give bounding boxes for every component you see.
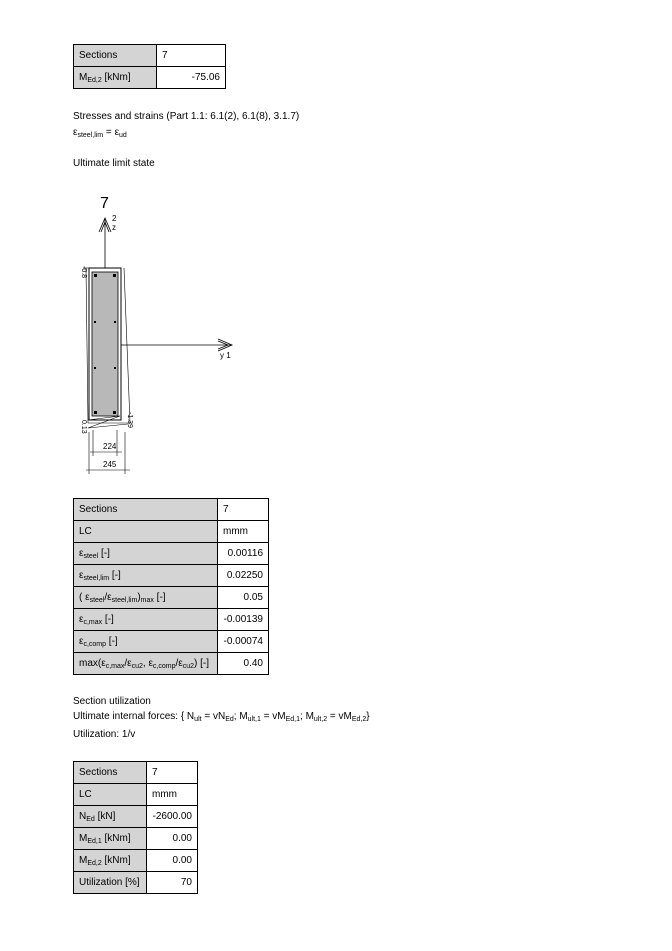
eps-cmax-value: -0.00139 [218, 609, 269, 631]
strain-top-label: -0.8 [80, 266, 87, 279]
med2-value: 0.00 [147, 850, 198, 872]
z-axis-number: 2 [112, 214, 117, 223]
sections-value: 7 [147, 762, 198, 784]
eps-ccomp-value: -0.00074 [218, 631, 269, 653]
table-row [74, 784, 198, 806]
strain-limit-equation: $\varepsilon_{steel,lim} = \varepsilon_{ud}$ [73, 127, 127, 139]
lc-label: LC [74, 521, 218, 543]
ned-value: -2600.00 [147, 806, 198, 828]
med1-value: 0.00 [147, 828, 198, 850]
sections-header: Sections [74, 499, 218, 521]
concrete-ratio-value: 0.40 [218, 653, 269, 675]
rebar [94, 411, 97, 414]
sections-value: 7 [157, 45, 226, 67]
rebar [94, 274, 97, 277]
lc-value: mmm [147, 784, 198, 806]
sections-value: 7 [218, 499, 269, 521]
eps-steel-lim-label: $\varepsilon_{steel,lim}$ [-] [74, 565, 218, 587]
table-row [74, 828, 198, 850]
eps-steel-value: 0.00116 [218, 543, 269, 565]
table-row [74, 806, 198, 828]
utilization-line: Utilization: 1/v [73, 729, 136, 740]
uls-title: Ultimate limit state [73, 158, 155, 169]
concrete-ratio-label: $\max(\varepsilon_{c,max}/\varepsilon_{cu2}$, $\varepsilon_{c,comp}/\varepsilon_{cu2}$) [-] [74, 653, 218, 675]
strain-bottom-right-label: -1.39 [126, 412, 133, 428]
eps-ccomp-label: $\varepsilon_{c,comp}$ [-] [74, 631, 218, 653]
eps-steel-lim-value: 0.02250 [218, 565, 269, 587]
table-row [74, 653, 269, 675]
table-row [74, 521, 269, 543]
table-row [74, 850, 198, 872]
rebar [94, 367, 96, 369]
steel-ratio-value: 0.05 [218, 587, 269, 609]
ned-label: $N_{Ed}$ [kN] [74, 806, 147, 828]
utilization-table [73, 761, 198, 894]
section-number-label: 7 [100, 195, 109, 212]
table-row [74, 565, 269, 587]
med2-label: $M_{Ed,2}$ [kNm] [74, 850, 147, 872]
compression-zone [92, 272, 118, 416]
strain-bottom-left-label: 0.13 [80, 420, 87, 434]
rebar [113, 411, 116, 414]
eps-cmax-label: $\varepsilon_{c,max}$ [-] [74, 609, 218, 631]
table-row [74, 587, 269, 609]
lc-label: LC [74, 784, 147, 806]
table-row [74, 543, 269, 565]
lc-value: mmm [218, 521, 269, 543]
table-row [74, 631, 269, 653]
y-axis-label: y 1 [220, 351, 231, 360]
utilization-title: Section utilization [73, 696, 151, 707]
z-axis-letter: z [112, 223, 116, 232]
utilization-value: 70 [147, 872, 198, 894]
rebar [114, 367, 116, 369]
med2-value: -75.06 [157, 67, 226, 89]
utilization-label: Utilization [%] [74, 872, 147, 894]
steel-ratio-label: ( $\varepsilon_{steel}/\varepsilon_{steel,lim})_{max}$ [-] [74, 587, 218, 609]
sections-header: Sections [74, 45, 157, 67]
ultimate-forces-line: Ultimate internal forces: { $N_{ult} = vN_{Ed}$; $M_{ult,1} = vM_{Ed,1}$; $M_{ult,2} = vM_{Ed,2}$} [73, 711, 370, 723]
stresses-title: Stresses and strains (Part 1.1: 6.1(2), 6.1(8), 3.1.7) [73, 111, 300, 122]
table-row [74, 609, 269, 631]
strain-table [73, 498, 269, 675]
dimension-outer-label: 245 [103, 460, 117, 469]
table-row [74, 762, 198, 784]
rebar [113, 274, 116, 277]
sections-header: Sections [74, 762, 147, 784]
med2-label: $M_{Ed,2}$ [kNm] [74, 67, 157, 89]
table-row [74, 872, 198, 894]
rebar [114, 321, 116, 323]
dimension-inner-label: 224 [103, 442, 117, 451]
eps-steel-label: $\varepsilon_{steel}$ [-] [74, 543, 218, 565]
table-row [74, 499, 269, 521]
med1-label: $M_{Ed,1}$ [kNm] [74, 828, 147, 850]
rebar [94, 321, 96, 323]
